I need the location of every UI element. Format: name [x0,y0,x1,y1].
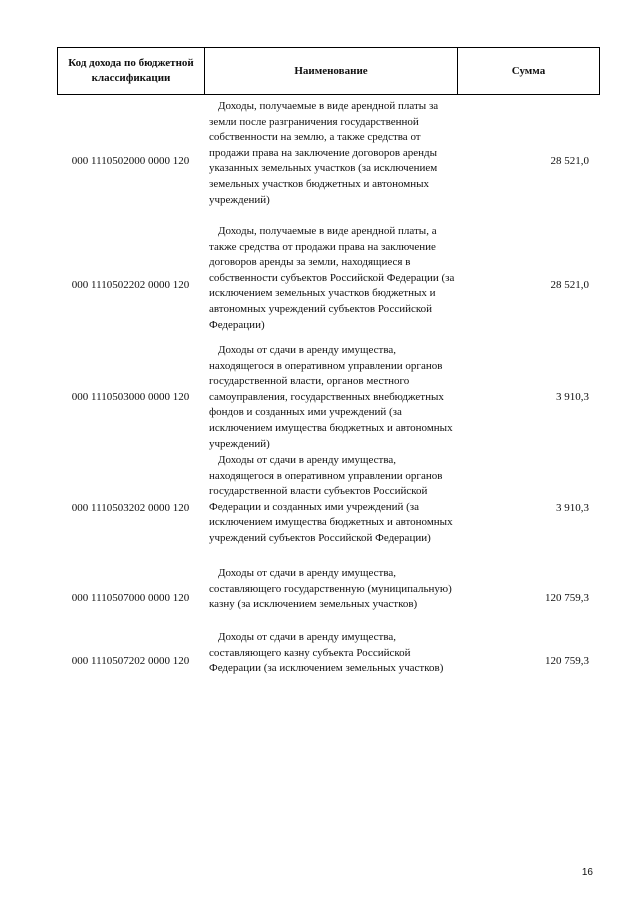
row-sum: 3 910,3 [556,391,589,403]
row-code: 000 1110502000 0000 120 [71,155,190,167]
row-code: 000 1110503202 0000 120 [71,502,190,514]
header-name: Наименование [205,48,458,94]
table-row [57,453,600,563]
row-name: Доходы, получаемые в виде арендной платы за земли после разграничения государственной собственности на землю, а также средства от продажи права на заключение договоров аренды указанных земельных участков (за исключением земельных участков бюджетных и автономных учреждений) [209,100,439,206]
header-sum: Сумма [511,64,546,77]
row-name: Доходы от сдачи в аренду имущества, составляющего государственную (муниципальную) казну (за исключением земельных участков) [209,567,452,611]
row-sum: 28 521,0 [550,155,589,167]
table-row [57,630,600,692]
row-code: 000 1110507202 0000 120 [71,655,190,667]
row-code: 000 1110507000 0000 120 [71,592,190,604]
table-row [57,99,600,219]
table-row [57,566,600,628]
table-row [57,343,600,453]
row-code: 000 1110502202 0000 120 [71,279,190,291]
row-sum: 28 521,0 [550,279,589,291]
row-name: Доходы, получаемые в виде арендной платы, а также средства от продажи права на заключение договоров аренды за земли, находящиеся в собственности субъектов Российской Федерации (за исключением земельных участков бюджетных и автономных учреждений субъектов Российской Федерации) [209,225,455,331]
table-row [57,224,600,344]
row-name: Доходы от сдачи в аренду имущества, составляющего казну субъекта Российской Федерации (за исключением земельных участков) [209,631,444,675]
header-code: Код дохода по бюджетной классификации [58,48,205,94]
row-code: 000 1110503000 0000 120 [71,391,190,403]
row-sum: 3 910,3 [556,502,589,514]
table-header [57,47,600,95]
row-sum: 120 759,3 [545,655,589,667]
row-name: Доходы от сдачи в аренду имущества, находящегося в оперативном управлении органов государственной власти субъектов Российской Федерации и созданных ими учреждений (за исключением имущества бюджетных и автономных учреждений субъектов Российской Федерации) [209,454,453,544]
page-number: 16 [581,867,593,878]
row-sum: 120 759,3 [545,592,589,604]
row-name: Доходы от сдачи в аренду имущества, находящегося в оперативном управлении органов государственной власти, органов местного самоуправления, государственных внебюджетных фондов и созданных ими учреждений (за исключением имущества бюджетных и автономных учреждений) [209,344,453,450]
